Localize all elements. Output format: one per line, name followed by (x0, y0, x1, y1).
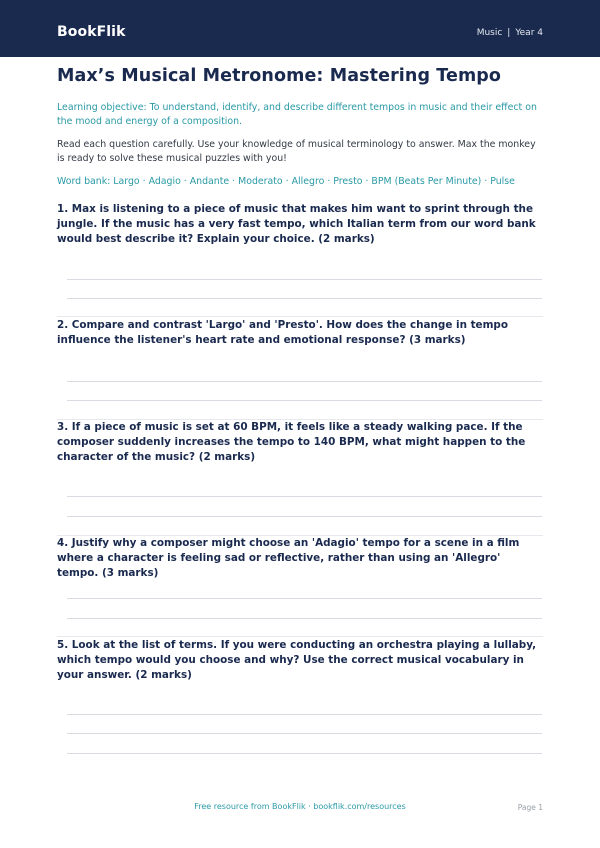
question-2: 2. Compare and contrast 'Largo' and 'Presto'. How does the change in tempo influence the listener's heart rate and emotional response? (3 marks) (57, 319, 509, 346)
meta-separator: | (507, 28, 511, 38)
answer-line[interactable] (67, 516, 542, 517)
question-divider (57, 316, 543, 317)
answer-line[interactable] (67, 496, 542, 497)
question-divider (57, 636, 543, 637)
answer-line[interactable] (67, 753, 542, 754)
page-title: Max’s Musical Metronome: Mastering Tempo (57, 66, 502, 86)
worksheet-content (57, 66, 543, 189)
question-3: 3. If a piece of music is set at 60 BPM, it feels like a steady walking pace. If the composer suddenly increases the tempo to 140 BPM, what might happen to the character of the music? (2 marks) (57, 421, 526, 463)
answer-line[interactable] (67, 618, 542, 619)
learning-objective: Learning objective: To understand, identify, and describe different tempos in music and their effect on the mood and energy of a composition. (57, 102, 537, 127)
word-bank: Word bank: Largo · Adagio · Andante · Moderato · Allegro · Presto · BPM (Beats Per Minute) · Pulse (57, 176, 515, 187)
year-label: Year 4 (515, 28, 543, 38)
footer-text[interactable]: Free resource from BookFlik · bookflik.com/resources (194, 802, 406, 811)
subject-label: Music (476, 28, 503, 38)
header-bar (0, 0, 600, 57)
subject-year-meta (477, 28, 543, 38)
answer-line[interactable] (67, 298, 542, 299)
answer-line[interactable] (67, 714, 542, 715)
question-1: 1. Max is listening to a piece of music that makes him want to sprint through the jungle. If the music has a very fast tempo, which Italian term from our word bank would best describe it? Explain your choice. (2 marks) (57, 203, 536, 245)
page-number: Page 1 (517, 803, 543, 812)
brand-logo[interactable]: BookFlik (57, 24, 126, 40)
answer-line[interactable] (67, 400, 542, 401)
answer-line[interactable] (67, 733, 542, 734)
intro-text: Read each question carefully. Use your knowledge of musical terminology to answer. Max the monkey is ready to solve these musical puzzles with you! (57, 139, 536, 164)
answer-line[interactable] (67, 598, 542, 599)
question-4: 4. Justify why a composer might choose an 'Adagio' tempo for a scene in a film where a character is feeling sad or reflective, rather than using an 'Allegro' tempo. (3 marks) (57, 537, 520, 579)
answer-line[interactable] (67, 279, 542, 280)
answer-line[interactable] (67, 381, 542, 382)
question-5: 5. Look at the list of terms. If you were conducting an orchestra playing a lullaby, which tempo would you choose and why? Use the correct musical vocabulary in your answer. (2 marks) (57, 639, 537, 681)
